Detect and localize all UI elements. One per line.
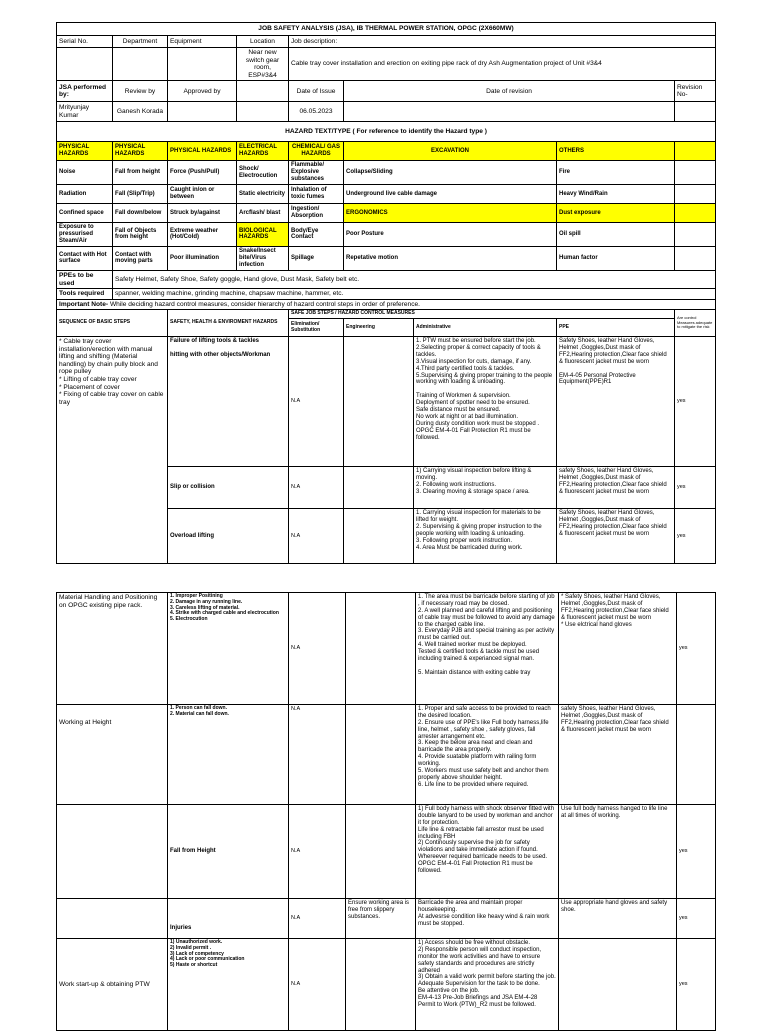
ppe-value: Use appropriate hand gloves and safety shoe. bbox=[559, 899, 677, 939]
location-value: Near new switch gear room, ESP#3&4 bbox=[237, 48, 289, 81]
hazard-cell: Collapse/Sliding bbox=[344, 161, 557, 185]
hazard-cell: Radiation bbox=[57, 184, 113, 203]
hazard-cell-blank bbox=[675, 203, 716, 222]
date-of-issue-label: Date of Issue bbox=[289, 81, 344, 102]
engineering-value bbox=[344, 467, 414, 509]
hazard-cell: Human factor bbox=[557, 246, 675, 270]
hazard-cell-blank bbox=[675, 184, 716, 203]
serial-label: Serial No. bbox=[57, 36, 113, 48]
ppe-label: PPEs to be used bbox=[57, 270, 113, 288]
hazard-cell: Contact with Hot surface bbox=[57, 246, 113, 270]
hazard-injuries: Injuries bbox=[168, 899, 289, 939]
hazard-header-7: OTHERS bbox=[557, 142, 675, 161]
hazard-cell: Heavy Wind/Rain bbox=[557, 184, 675, 203]
control-header: SAFE JOB STEPS / HAZARD CONTROL MEASURES bbox=[289, 310, 675, 319]
hazard-text-heading: HAZARD TEXT/TYPE ( For reference to identify the Hazard type ) bbox=[57, 122, 716, 142]
administrative-value: 1. Proper and safe access to be provided to reach the desired location. 2. Ensure use of PPE's like Full body harness,life line, helmet , safety shoe , safety gloves, fall arrester arrangement etc. 3. Keep the below area neat and clean and barricade the area properly. 4. Provide suatable platform with railing form working. 5. Workers must use safety belt and anchor them properly above shoulder height. 6. Life line to be provided where required. bbox=[416, 705, 559, 805]
administrative-value: 1. The area must be barricade before starting of job , if necessary road may be closed. 2. A well planned and careful lifting and positioning of cable tray must be followed to avoid any damage to the charged cable line. 3. Everyday PJB and special training as per activity must be carried out. 4. Well trained worker must be deployed. Tested & certified tools & tackle must be used including trained & experianced signal man. 5. Maintain distance with exiting cable tray bbox=[416, 593, 559, 705]
hazard-cell: Shock/ Electrocution bbox=[237, 161, 289, 185]
administrative-value: 1) Full body harness with shock observer fitted with double lanyard to be used by workman and anchor it for protection. Life line & retractable fall arrestor must be used including FBH 2) Continously supervise the job for safety violations and take immediate action if found. Whereever required barricade needs to be used. OPGC EM-4-01 Fall Protection R1 must be followed. bbox=[416, 805, 559, 899]
elimination-header: Elimination/ Substitution bbox=[289, 319, 344, 337]
document-title: JOB SAFETY ANALYSIS (JSA), IB THERMAL POWER STATION, OPGC (2X660MW) bbox=[57, 23, 716, 36]
hazard-cell: Fall from height bbox=[113, 161, 168, 185]
hazard-cell: Confined space bbox=[57, 203, 113, 222]
engineering-value bbox=[346, 805, 416, 899]
engineering-value bbox=[346, 705, 416, 805]
hazard-cell: Flammable/ Explosive substances bbox=[289, 161, 344, 185]
hazard-cell: Body/Eye Contact bbox=[289, 222, 344, 246]
hazard-cell: Poor illumination bbox=[168, 246, 237, 270]
hazard-cell: Struck by/against bbox=[168, 203, 237, 222]
administrative-value: Barricade the area and maintain proper housekeeping. At advesrse condition like heavy wind & rain work must be stopped. bbox=[416, 899, 559, 939]
adequate-value: yes bbox=[675, 509, 716, 564]
administrative-value: 1) Access should be free without obstacle. 2) Responsible person will conduct inspection, monitor the work activities and have to ensure safety standards and procedures are strictly adhered 3) Obtain a valid work permit before starting the job. Adequate Supervision for the task to be done. Be attentive on the job. EM-4-13 Pre-Job Briefings and JSA EM-4-28 Permit to Work (PTW)_R2 must be followed. bbox=[416, 939, 559, 1031]
administrative-value: 1) Carrying visual inspection before lifting & moving. 2. Following work instructions. 3. Clearing moving & storage space / area. bbox=[414, 467, 557, 509]
hazard-cell: Fall down/below bbox=[113, 203, 168, 222]
steps-header: SEQUENCE OF BASIC STEPS bbox=[57, 310, 168, 337]
hazard-cell: Oil spill bbox=[557, 222, 675, 246]
hazard-material-handling: 1. Improper Positining 2. Damage in any running line. 3. Careless lifting of material. 4. Strike with charged cable and electrocution 5. Electrocution bbox=[168, 593, 289, 705]
hazard-cell-biological: BIOLOGICAL HAZARDS bbox=[237, 222, 289, 246]
hazard-header-1: PHYSICAL HAZARDS bbox=[57, 142, 113, 161]
hazard-cell: Noise bbox=[57, 161, 113, 185]
tools-label: Tools required bbox=[57, 289, 113, 300]
job-description-label: Job description: bbox=[289, 36, 716, 48]
approved-by-value bbox=[168, 102, 237, 122]
hazard-cell: Caught in/on or between bbox=[168, 184, 237, 203]
hazard-header-5: CHEMICAL/ GAS HAZARDS bbox=[289, 142, 344, 161]
step-blank bbox=[57, 899, 168, 939]
important-note bbox=[57, 299, 716, 310]
adequate-value bbox=[677, 705, 716, 805]
elimination-value: N.A bbox=[289, 337, 344, 467]
hazard-cell-blank bbox=[675, 246, 716, 270]
approved-by-label: Approved by bbox=[168, 81, 237, 102]
hazard-cell-ergonomics: ERGONOMICS bbox=[344, 203, 557, 222]
elimination-value: N.A bbox=[289, 593, 346, 705]
blank-cell bbox=[237, 102, 289, 122]
hazard-slip-collision: Slip or collision bbox=[168, 467, 289, 509]
ppe-value: safety Shoes, leather Hand Gloves, Helmet ,Goggles,Dust mask of FF2,Hearing protection,Clear face shield & fluorescent jacket must be worn bbox=[557, 467, 675, 509]
ppe-value: Safety Shoes, leather Hand Gloves, Helmet ,Goggles,Dust mask of FF2,Hearing protection,Clear face shield & fluorescent jacket must be worn EM-4-05 Personal Protective Equipment(PPE)R1 bbox=[557, 337, 675, 467]
elimination-value: N.A bbox=[289, 705, 346, 805]
engineering-value: Ensure working area is free from slippery substances. bbox=[346, 899, 416, 939]
hazard-cell: Fire bbox=[557, 161, 675, 185]
performed-by-value: Mrityunjay Kumar bbox=[57, 102, 113, 122]
hazard-cell: Inhalation of toxic fumes bbox=[289, 184, 344, 203]
date-of-revision-label: Date of revision bbox=[344, 81, 675, 102]
engineering-header: Engineering bbox=[344, 319, 414, 337]
revision-no-value bbox=[675, 102, 716, 122]
adequate-value: yes bbox=[677, 593, 716, 705]
hazard-cell: Ingestion/ Absorption bbox=[289, 203, 344, 222]
hazard-header-6: EXCAVATION bbox=[344, 142, 557, 161]
hazard-lifting-tools: Failure of lifting tools & tackles hitting with other objects/Workman bbox=[168, 337, 289, 467]
elimination-value: N.A bbox=[289, 939, 346, 1031]
hazard-cell: Arcflash/ blast bbox=[237, 203, 289, 222]
ppe-value: Use full body harness hanged to life line at all times of working. bbox=[559, 805, 677, 899]
elimination-value: N.A bbox=[289, 899, 346, 939]
review-by-value: Ganesh Korada bbox=[113, 102, 168, 122]
equipment-label: Equipment bbox=[168, 36, 237, 48]
hazard-fall-from-height: Fall from Height bbox=[168, 805, 289, 899]
tools-value: spanner, welding machine, grinding machine, chapsaw machine, hammer, etc. bbox=[113, 289, 716, 300]
hazard-cell: Repetative motion bbox=[344, 246, 557, 270]
hazard-overload-lifting: Overload lifting bbox=[168, 509, 289, 564]
step-blank bbox=[57, 805, 168, 899]
adequate-value: yes bbox=[675, 467, 716, 509]
step-work-startup: Work start-up & obtaining PTW bbox=[57, 939, 168, 1031]
engineering-value bbox=[346, 593, 416, 705]
elimination-value: N.A bbox=[289, 805, 346, 899]
ppe-value: Safety Shoes, leather Hand Gloves, Helmet ,Goggles,Dust mask of FF2,Hearing protection,Clear face shield & fluorescent jacket must be worn bbox=[557, 509, 675, 564]
elimination-value: N.A bbox=[289, 509, 344, 564]
engineering-value bbox=[344, 509, 414, 564]
step-material-handling: Material Handling and Positioning on OPGC existing pipe rack. bbox=[57, 593, 168, 705]
hazard-header-4: ELECTRICAL HAZARDS bbox=[237, 142, 289, 161]
adequate-value: yes bbox=[677, 939, 716, 1031]
hazard-cell: Snake/Insect bite/Virus infection bbox=[237, 246, 289, 270]
job-description-value: Cable tray cover installation and erection on exiting pipe rack of dry Ash Augmentation project of Unit #3&4 bbox=[289, 48, 716, 81]
administrative-value: 1. PTW must be ensured before start the job. 2.Selecting proper & correct capacity of tools & tackles. 3.Visual inspection for cuts, damage, if any. 4.Third party certified tools & tackles. 5.Supervising & giving proper training to the people working with loading & unloading. Training of Workmen & supervision. Deployment of spotter need to be ensured. Safe distance must be ensured. No work at night or at bad illumination. During dusty condition work must be stopped . OPGC EM-4-01 Fall Protection R1 must be followed. bbox=[414, 337, 557, 467]
date-of-issue-value: 06.05.2023 bbox=[289, 102, 344, 122]
hazard-cell: Underground live cable damage bbox=[344, 184, 557, 203]
step-cable-tray: * Cable tray cover installation/erection with manual lifting and shifting (Material handling) by chain pully block and rope pulley * Lifting of cable tray cover * Placement of cover * Fixing of cable tray cover on cable tray bbox=[57, 337, 168, 564]
engineering-value bbox=[344, 337, 414, 467]
hazard-cell-dust: Dust exposure bbox=[557, 203, 675, 222]
engineering-value bbox=[346, 939, 416, 1031]
ppe-value bbox=[559, 939, 677, 1031]
department-value bbox=[113, 48, 168, 81]
ppe-header: PPE bbox=[557, 319, 675, 337]
equipment-value bbox=[168, 48, 237, 81]
elimination-value: N.A bbox=[289, 467, 344, 509]
revision-no-label: Revision No- bbox=[675, 81, 716, 102]
hazards-header: SAFETY, HEALTH & ENVIROMENT HAZARDS bbox=[168, 310, 289, 337]
hazard-header-3: PHYSICAL HAZARDS bbox=[168, 142, 237, 161]
hazard-cell-blank bbox=[675, 161, 716, 185]
department-label: Department bbox=[113, 36, 168, 48]
review-by-label: Review by bbox=[113, 81, 168, 102]
adequate-header: Are control Measures adequate to mitigate the risk bbox=[675, 310, 716, 337]
hazard-work-startup: 1) Unauthorized work. 2) Invalid permit . 3) Lack of competency 4) Lack or poor communication 5) Haste or shortcut bbox=[168, 939, 289, 1031]
hazard-cell: Extreme weather (Hot/Cold) bbox=[168, 222, 237, 246]
hazard-cell: Static electricity bbox=[237, 184, 289, 203]
step-working-at-height: Working at Height bbox=[57, 705, 168, 805]
administrative-value: 1. Carrying visual inspection for materials to be lifted for weight. 2. Supervising & giving proper instruction to the people working with loading & unloading. 3. Following proper work instruction. 4. Area Must be barricaded during work. bbox=[414, 509, 557, 564]
ppe-value: Safety Helmet, Safety Shoe, Safety goggle, Hand glove, Dust Mask, Safety belt etc. bbox=[113, 270, 716, 288]
adequate-value: yes bbox=[675, 337, 716, 467]
hazard-cell: Poor Posture bbox=[344, 222, 557, 246]
hazard-working-at-height: 1. Person can fall down. 2. Material can fall down. bbox=[168, 705, 289, 805]
adequate-value: yes bbox=[677, 899, 716, 939]
jsa-table-page-1 bbox=[56, 22, 716, 564]
ppe-value: * Safety Shoes, leather Hand Gloves, Helmet ,Goggles,Dust mask of FF2,Hearing protection,Clear face shield & fluorescent jacket must be worn * Use elctrical hand gloves bbox=[559, 593, 677, 705]
note-label: Important Note- bbox=[59, 300, 109, 308]
jsa-table-page-2 bbox=[56, 592, 716, 1031]
approved-spacer bbox=[237, 81, 289, 102]
serial-value bbox=[57, 48, 113, 81]
hazard-cell-blank bbox=[675, 222, 716, 246]
hazard-cell: Spillage bbox=[289, 246, 344, 270]
hazard-header-blank bbox=[675, 142, 716, 161]
hazard-cell: Fall of Objects from height bbox=[113, 222, 168, 246]
hazard-cell: Exposure to pressurised Steam/Air bbox=[57, 222, 113, 246]
note-value: While deciding hazard control measures, consider hierarchy of hazard control steps in order of preference. bbox=[109, 300, 421, 308]
hazard-cell: Fall (Slip/Trip) bbox=[113, 184, 168, 203]
adequate-value: yes bbox=[677, 805, 716, 899]
hazard-header-2: PHYSICAL HAZARDS bbox=[113, 142, 168, 161]
hazard-cell: Contact with moving parts bbox=[113, 246, 168, 270]
date-of-revision-value bbox=[344, 102, 675, 122]
ppe-value: safety Shoes, leather Hand Gloves, Helmet ,Goggles,Dust mask of FF2,Hearing protection,Clear face shield & fluorescent jacket must be worn bbox=[559, 705, 677, 805]
hazard-cell: Force (Push/Pull) bbox=[168, 161, 237, 185]
performed-by-label: JSA performed by: bbox=[57, 81, 113, 102]
location-label: Location bbox=[237, 36, 289, 48]
administrative-header: Administrative bbox=[414, 319, 557, 337]
